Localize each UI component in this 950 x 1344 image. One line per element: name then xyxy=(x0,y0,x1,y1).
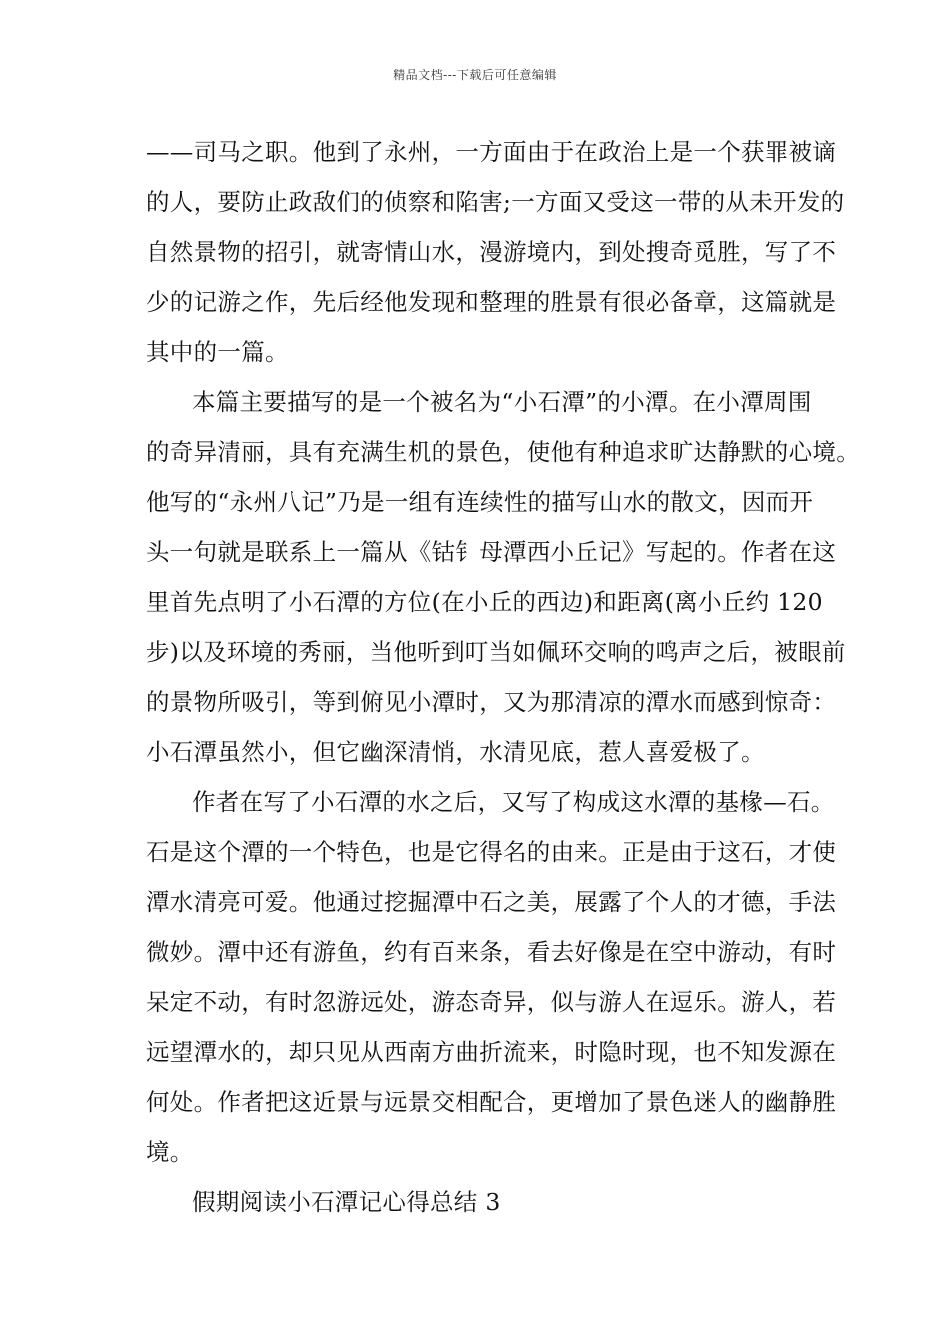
section-heading: 假期阅读小石潭记心得总结 3 xyxy=(192,1188,501,1216)
text-line: 里首先点明了小石潭的方位(在小丘的西边)和距离(离小丘约 120 xyxy=(146,588,823,616)
paragraph-start-line: 作者在写了小石潭的水之后，又写了构成这水潭的基椽—石。 xyxy=(192,788,835,816)
text-line: 潭水清亮可爱。他通过挖掘潭中石之美，展露了个人的才德，手法 xyxy=(146,888,837,916)
text-line: 呆定不动，有时忽游远处，游态奇异，似与游人在逗乐。游人，若 xyxy=(146,988,837,1016)
text-line: 小石潭虽然小，但它幽深清悄，水清见底，惹人喜爱极了。 xyxy=(146,738,765,766)
text-line: 何处。作者把这近景与远景交相配合，更增加了景色迷人的幽静胜 xyxy=(146,1088,837,1116)
text-line: 的景物所吸引，等到俯见小潭时，又为那清凉的潭水而感到惊奇： xyxy=(146,688,837,716)
text-line: 少的记游之作，先后经他发现和整理的胜景有很必备章，这篇就是 xyxy=(146,288,837,316)
text-line: ——司马之职。他到了永州，一方面由于在政治上是一个获罪被谪 xyxy=(146,138,837,166)
text-line: 的奇异清丽，具有充满生机的景色，使他有种追求旷达静默的心境。 xyxy=(146,438,860,466)
document-body xyxy=(146,127,860,1227)
page-header: 精品文档---下载后可任意编辑 xyxy=(393,68,557,82)
text-line: 远望潭水的，却只见从西南方曲折流来，时隐时现，也不知发源在 xyxy=(146,1038,837,1066)
text-line: 境。 xyxy=(146,1138,194,1166)
text-line: 自然景物的招引，就寄情山水，漫游境内，到处搜奇觅胜，写了不 xyxy=(146,238,837,266)
text-line: 其中的一篇。 xyxy=(146,338,289,366)
text-line: 他写的“永州八记”乃是一组有连续性的描写山水的散文，因而开 xyxy=(146,488,814,516)
text-line: 头一句就是联系上一篇从《钴钅母潭西小丘记》写起的。作者在这 xyxy=(146,538,837,566)
text-line: 的人，要防止政敌们的侦察和陷害;一方面又受这一带的从未开发的 xyxy=(146,188,845,216)
text-line: 微妙。潭中还有游鱼，约有百来条，看去好像是在空中游动，有时 xyxy=(146,938,837,966)
text-line: 步)以及环境的秀丽，当他听到叮当如佩环交响的鸣声之后，被眼前 xyxy=(146,638,846,666)
text-line: 石是这个潭的一个特色，也是它得名的由来。正是由于这石，才使 xyxy=(146,838,837,866)
paragraph-start-line: 本篇主要描写的是一个被名为“小石潭”的小潭。在小潭周围 xyxy=(192,388,812,416)
